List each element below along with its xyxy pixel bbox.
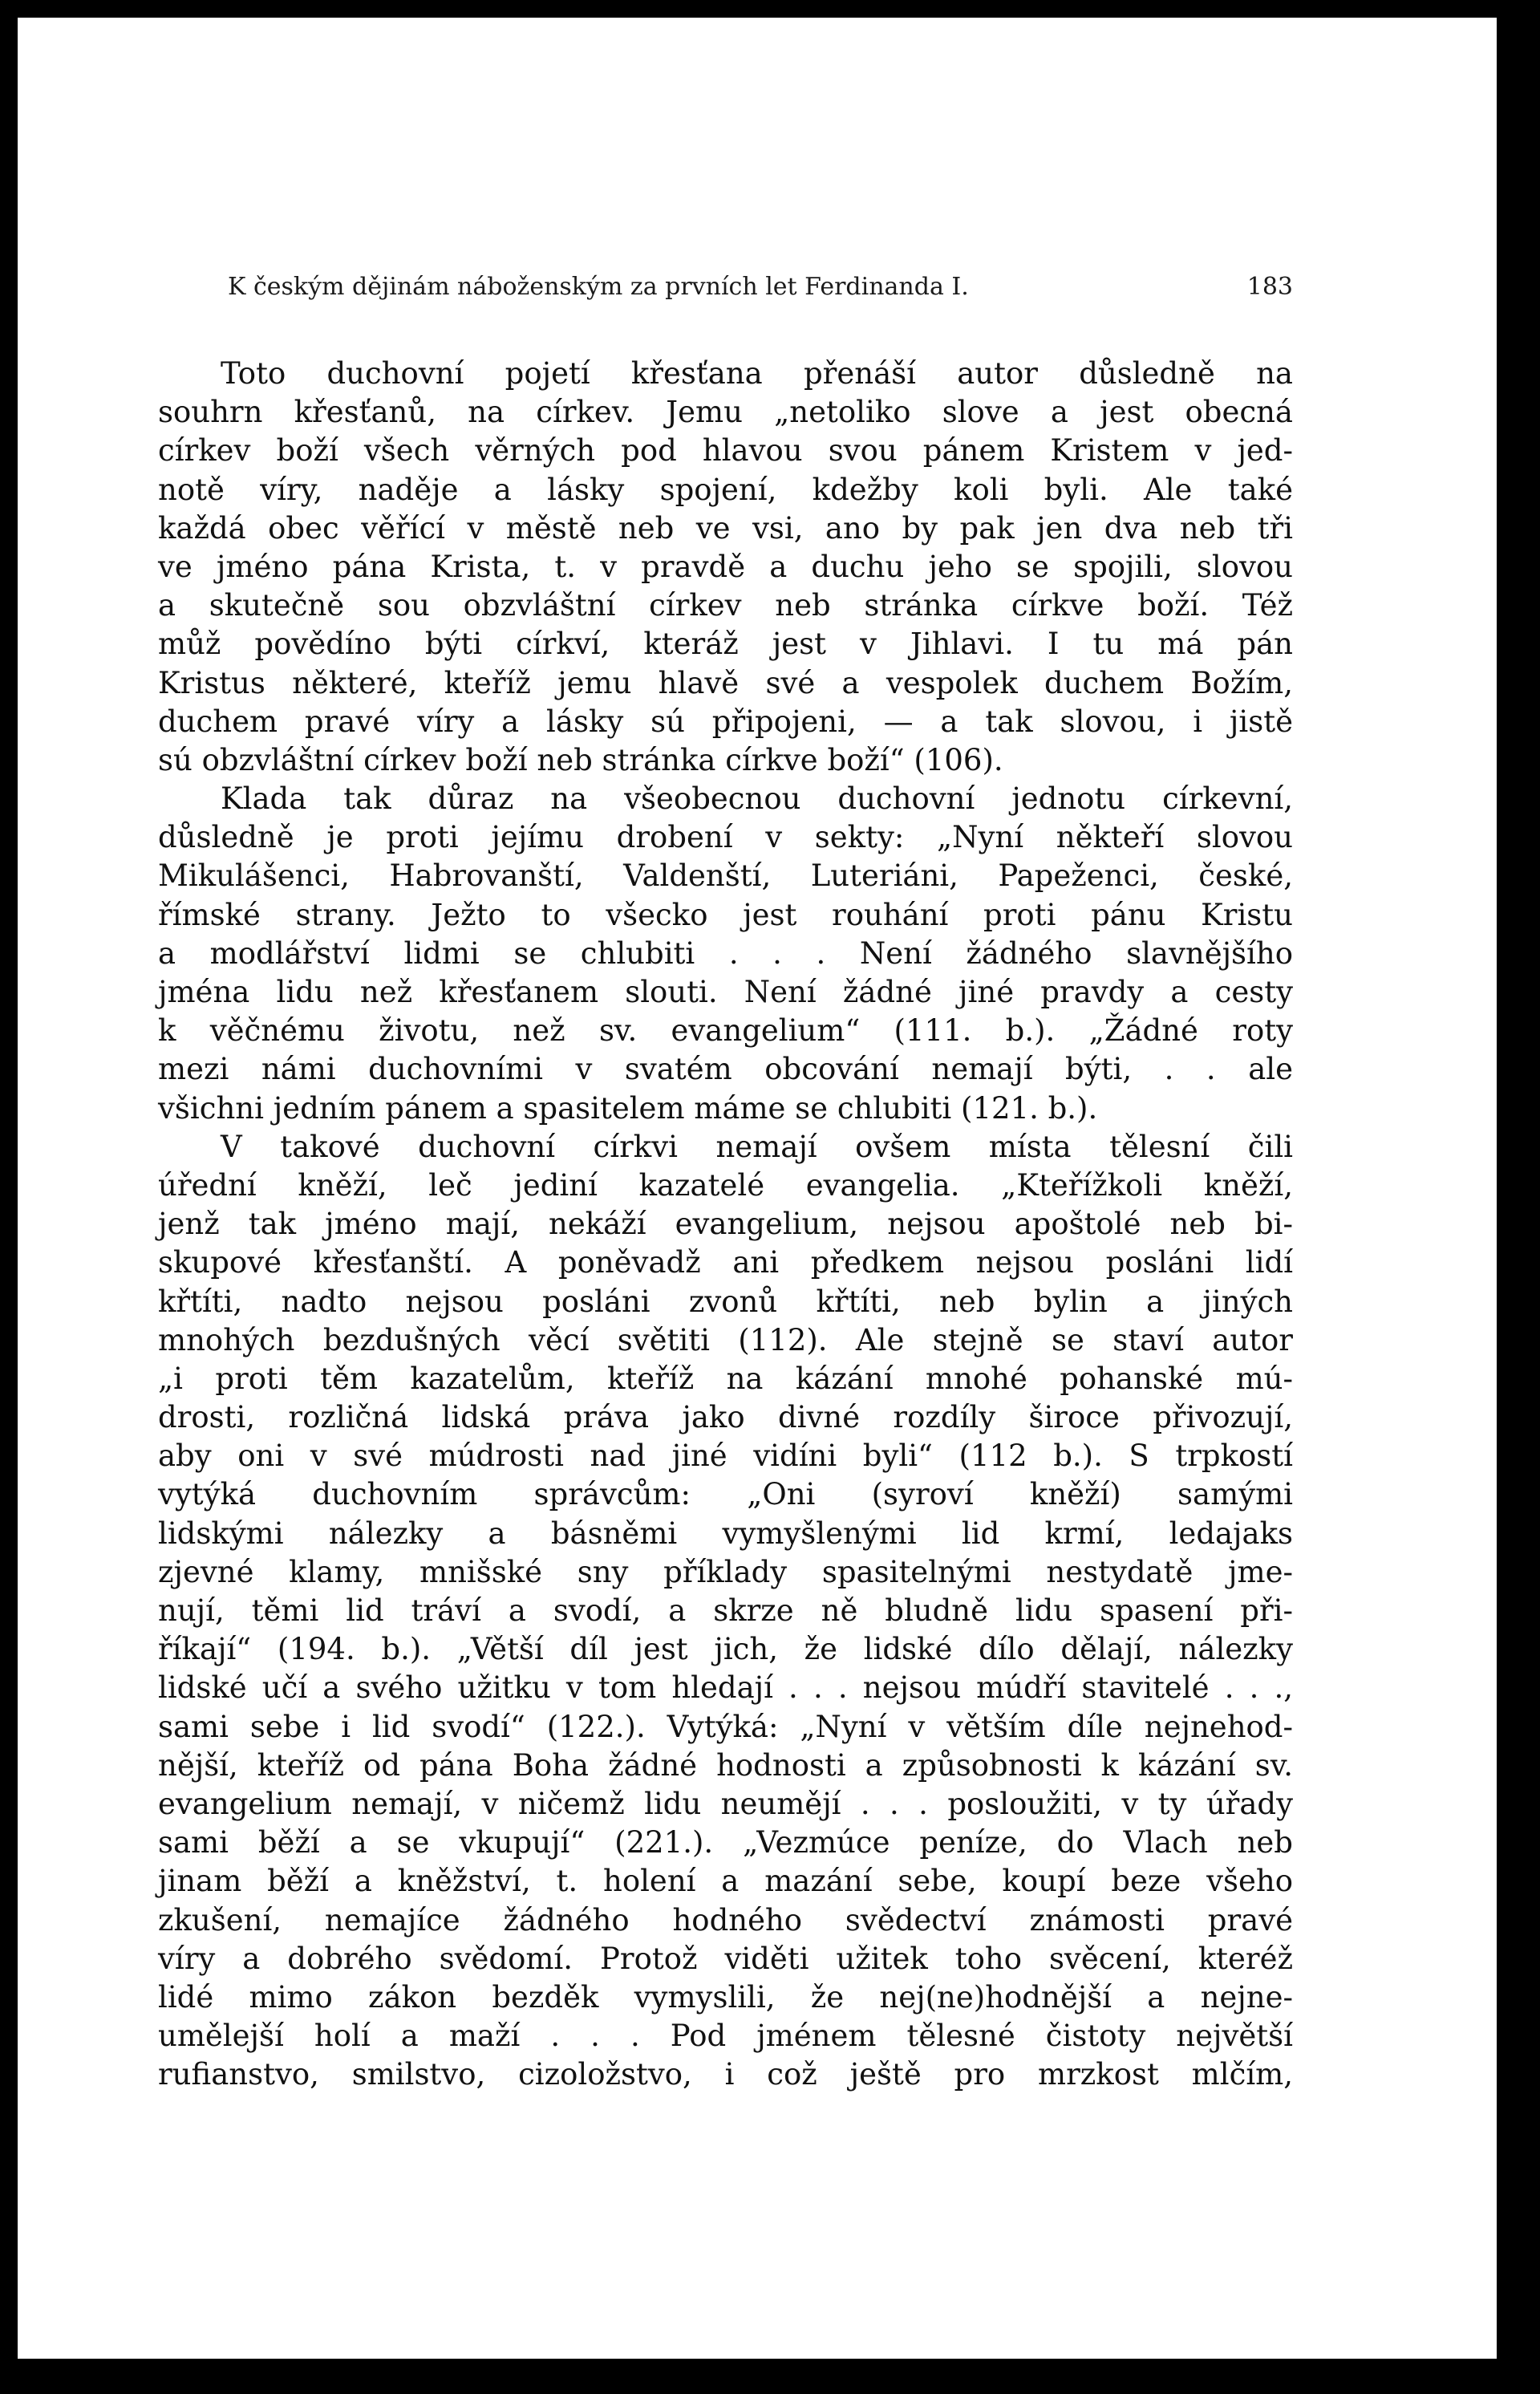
text-line: umělejší holí a maží . . . Pod jménem tělesné čistoty největší [158, 2019, 1293, 2054]
text-line: jenž tak jméno mají, nekáží evangelium, nejsou apoštolé neb bi- [158, 1207, 1293, 1242]
text-line: duchem pravé víry a lásky sú připojeni, — a tak slovou, i jistě [158, 704, 1293, 739]
text-line: drosti, rozličná lidská práva jako divné rozdíly široce přivozují, [158, 1400, 1293, 1435]
text-line: víry a dobrého svědomí. Protož viděti užitek toho svěcení, kteréž [158, 1941, 1293, 1976]
page-number: 183 [1246, 273, 1293, 301]
text-line: evangelium nemají, v ničemž lidu neumějí . . . posloužiti, v ty úřady [158, 1786, 1293, 1821]
running-head-title: K českým dějinám náboženským za prvních let Ferdinanda I. [228, 273, 969, 301]
text-line: notě víry, naděje a lásky spojení, kdežby koli byli. Ale také [158, 472, 1293, 507]
page [18, 18, 1497, 2359]
text-line: vytýká duchovním správcům: „Oni (syroví kněží) samými [158, 1477, 1293, 1512]
text-line: a modlářství lidmi se chlubiti . . . Není žádného slavnějšího [158, 935, 1293, 971]
text-line: sami běží a se vkupují“ (221.). „Vezmúce peníze, do Vlach neb [158, 1825, 1293, 1860]
text-line: můž povědíno býti církví, kteráž jest v Jihlavi. I tu má pán [158, 627, 1293, 662]
text-line: Kristus některé, kteříž jemu hlavě své a vespolek duchem Božím, [158, 665, 1293, 700]
text-line: „i proti těm kazatelům, kteříž na kázání mnohé pohanské mú- [158, 1361, 1293, 1396]
text-line: lidské učí a svého užitku v tom hledají . . . nejsou múdří stavitelé . . ., [158, 1670, 1293, 1706]
text-line: zjevné klamy, mnišské sny příklady spasitelnými nestydatě jme- [158, 1554, 1293, 1589]
text-line: sú obzvláštní církev boží neb stránka církve boží“ (106). [158, 742, 1003, 777]
text-line: ve jméno pána Krista, t. v pravdě a duchu jeho se spojili, slovou [158, 549, 1293, 584]
text-line: sami sebe i lid svodí“ (122.). Vytýká: „Nyní v větším díle nejnehod- [158, 1709, 1293, 1744]
text-line: jména lidu než křesťanem slouti. Není žádné jiné pravdy a cesty [158, 975, 1293, 1009]
text-line: Toto duchovní pojetí křesťana přenáší autor důsledně na [221, 356, 1293, 391]
text-line: každá obec věřící v městě neb ve vsi, ano by pak jen dva neb tři [158, 510, 1293, 546]
text-line: k věčnému životu, než sv. evangelium“ (111. b.). „Žádné roty [158, 1013, 1293, 1049]
text-line: římské strany. Ježto to všecko jest rouhání proti pánu Kristu [158, 897, 1293, 932]
text-line: lidskými nálezky a básněmi vymyšlenými lid krmí, ledajaks [158, 1516, 1293, 1551]
text-line: jinam běží a kněžství, t. holení a mazání sebe, koupí beze všeho [158, 1864, 1293, 1899]
text-line: zkušení, nemajíce žádného hodného svědectví známosti pravé [158, 1902, 1293, 1938]
text-line: důsledně je proti jejímu drobení v sekty: „Nyní někteří slovou [158, 820, 1293, 855]
text-line: skupové křesťanští. A poněvadž ani předkem nejsou posláni lidí [158, 1245, 1293, 1280]
text-line: V takové duchovní církvi nemají ovšem místa tělesní čili [221, 1129, 1293, 1164]
text-line: a skutečně sou obzvláštní církev neb stránka církve boží. Též [158, 588, 1293, 623]
text-line: všichni jedním pánem a spasitelem máme se chlubiti (121. b.). [158, 1090, 1098, 1126]
text-line: aby oni v své múdrosti nad jiné vidíni byli“ (112 b.). S trpkostí [158, 1438, 1293, 1474]
text-line: mezi námi duchovními v svatém obcování nemají býti, . . ale [158, 1052, 1293, 1087]
text-line: říkají“ (194. b.). „Větší díl jest jich, že lidské dílo dělají, nálezky [158, 1632, 1293, 1667]
text-line: křtíti, nadto nejsou posláni zvonů křtíti, neb bylin a jiných [158, 1284, 1293, 1319]
text-line: úřední kněží, leč jediní kazatelé evangelia. „Kteřížkoli kněží, [158, 1167, 1293, 1203]
text-line: Mikulášenci, Habrovanští, Valdenští, Luteriáni, Papeženci, české, [158, 858, 1293, 894]
body-text [158, 355, 1293, 2094]
text-line: nější, kteříž od pána Boha žádné hodnosti a způsobnosti k kázání sv. [158, 1747, 1293, 1783]
text-line: Klada tak důraz na všeobecnou duchovní jednotu církevní, [221, 781, 1293, 817]
text-line: církev boží všech věrných pod hlavou svou pánem Kristem v jed- [158, 433, 1293, 469]
text-line: nují, těmi lid tráví a svodí, a skrze ně bludně lidu spasení při- [158, 1593, 1293, 1628]
text-line: mnohých bezdušných věcí světiti (112). Ale stejně se staví autor [158, 1322, 1293, 1357]
text-line: souhrn křesťanů, na církev. Jemu „netoliko slove a jest obecná [158, 395, 1293, 430]
text-line: lidé mimo zákon bezděk vymyslili, že nej(ne)hodnější a nejne- [158, 1979, 1293, 2015]
text-line: rufianstvo, smilstvo, cizoložstvo, i což ještě pro mrzkost mlčím, [158, 2057, 1293, 2092]
